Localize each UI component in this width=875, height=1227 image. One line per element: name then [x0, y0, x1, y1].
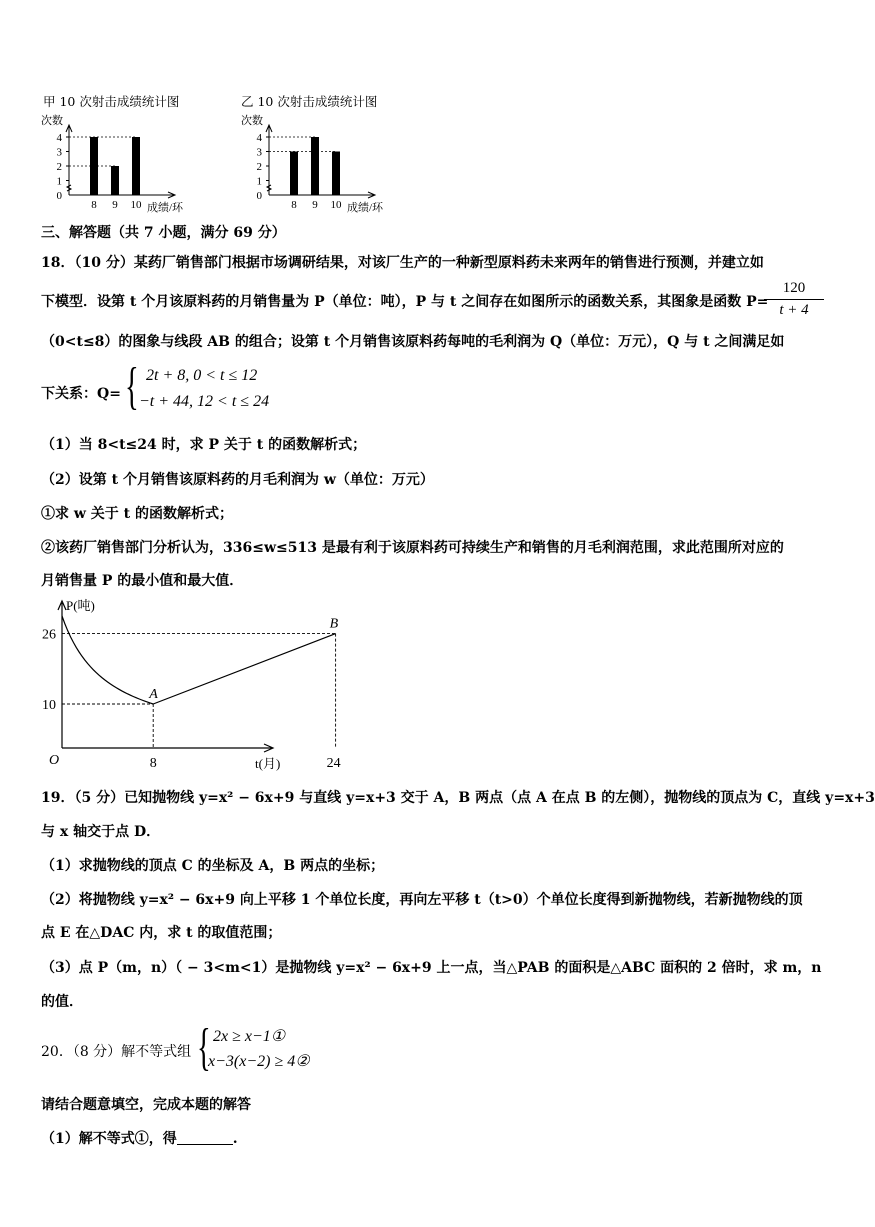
q18-line4: 下关系：Q= [41, 386, 121, 402]
q19-sub2-line1: （2）将抛物线 y=x² − 6x+9 向上平移 1 个单位长度，再向左平移 t（t>0）个单位长度得到新抛物线，若新抛物线的顶 [41, 892, 803, 908]
bar [311, 137, 319, 195]
segment-ab [153, 634, 335, 704]
cases-brace: { [125, 358, 139, 415]
q19-sub3-line2: 的值． [41, 994, 83, 1010]
bar [290, 152, 298, 196]
q18-sub2a: ①求 w 关于 t 的函数解析式； [41, 506, 234, 522]
q18-line2: 下模型．设第 t 个月该原料药的月销售量为 P（单位：吨），P 与 t 之间存在如图所示的函数关系，其图象是函数 P= [41, 294, 769, 310]
q18-sub2: （2）设第 t 个月销售该原料药的月毛利润为 w（单位：万元） [41, 472, 434, 488]
q18-line3: （0<t≤8）的图象与线段 AB 的组合；设第 t 个月销售该原料药每吨的毛利润为 Q（单位：万元），Q 与 t 之间满足如 [41, 334, 785, 350]
y-mark-10: 10 [42, 698, 56, 713]
q20-sub1 [41, 1128, 238, 1148]
x-tick-label: 9 [312, 199, 318, 211]
jia-bar-chart [35, 112, 215, 212]
bar [132, 137, 140, 195]
x-axis-label: 成绩/环 [347, 202, 384, 214]
y-tick-label: 1 [56, 175, 62, 188]
fraction-numerator: 120 [764, 279, 824, 300]
y-tick-label: 1 [256, 175, 262, 188]
y-tick-label: 3 [256, 146, 262, 159]
answer-blank[interactable] [177, 1130, 233, 1145]
q20-brace: { [197, 1019, 211, 1076]
curve-segment [62, 616, 153, 704]
y-tick-label: 3 [56, 146, 62, 159]
x-mark-8: 8 [149, 756, 157, 771]
y-tick-label: 4 [56, 132, 62, 144]
yi-chart-title: 乙 10 次射击成绩统计图 [241, 94, 378, 109]
section-heading: 三、解答题（共 7 小题，满分 69 分） [41, 225, 286, 241]
q-case-2: −t + 44, 12 < t ≤ 24 [139, 393, 270, 410]
fraction-denominator: t + 4 [779, 302, 809, 318]
y-tick-label: 2 [56, 161, 62, 173]
axis-break [67, 185, 71, 191]
x-tick-label: 10 [330, 199, 342, 211]
y-tick-label: 0 [256, 190, 262, 202]
y-tick-label: 0 [56, 190, 62, 202]
p-axis-label: P(吨) [66, 598, 95, 613]
jia-chart-title: 甲 10 次射击成绩统计图 [43, 94, 180, 109]
q-case-1: 2t + 8, 0 < t ≤ 12 [146, 367, 258, 384]
q20-sub1-text: （1）解不等式①，得 [41, 1131, 177, 1147]
q19-sub3-line1: （3）点 P（m，n）（ − 3<m<1）是抛物线 y=x² − 6x+9 上一点，当△PAB 的面积是△ABC 面积的 2 倍时，求 m，n [41, 960, 822, 976]
y-tick-label: 4 [256, 132, 262, 144]
x-tick-label: 8 [91, 199, 97, 211]
y-tick-label: 2 [256, 161, 262, 173]
q20-prompt: 请结合题意填空，完成本题的解答 [41, 1097, 251, 1113]
q20-prefix: 20．（8 分）解不等式组 [41, 1044, 192, 1060]
yi-bar-chart [235, 112, 415, 212]
p-t-graph [35, 593, 341, 778]
point-label-b: B [329, 616, 339, 632]
x-tick-label: 8 [291, 199, 297, 211]
q20-sub1-suffix: . [232, 1131, 238, 1147]
q18-sub2b-line1: ②该药厂销售部门分析认为，336≤w≤513 是最有利于该原料药可持续生产和销售的月毛利润范围，求此范围所对应的 [41, 540, 784, 556]
bar [111, 166, 119, 195]
q18-sub2b-line2: 月销售量 P 的最小值和最大值． [41, 573, 244, 589]
q20-inequality-1: 2x ≥ x−1① [213, 1028, 286, 1045]
y-axis-label: 次数 [41, 115, 63, 127]
x-tick-label: 10 [130, 199, 142, 211]
x-axis-label: 成绩/环 [147, 202, 184, 214]
y-axis-label: 次数 [241, 115, 263, 127]
x-mark-24: 24 [326, 756, 341, 771]
q19-sub1: （1）求抛物线的顶点 C 的坐标及 A，B 两点的坐标； [41, 858, 385, 874]
bar [332, 152, 340, 196]
axis-break [267, 185, 271, 191]
q19-line1: 19．（5 分）已知抛物线 y=x² − 6x+9 与直线 y=x+3 交于 A，B 两点（点 A 在点 B 的左侧），抛物线的顶点为 C，直线 y=x+3 [41, 790, 875, 806]
x-tick-label: 9 [112, 199, 118, 211]
q18-sub1: （1）当 8<t≤24 时，求 P 关于 t 的函数解析式； [41, 437, 367, 453]
q20-inequality-2: x−3(x−2) ≥ 4② [208, 1053, 310, 1070]
origin-label: O [49, 753, 60, 768]
bar [90, 137, 98, 195]
q19-line2: 与 x 轴交于点 D． [41, 824, 161, 840]
y-mark-26: 26 [42, 627, 56, 643]
q18-fraction [764, 279, 824, 320]
q18-line1: 18．（10 分）某药厂销售部门根据市场调研结果，对该厂生产的一种新型原料药未来两年的销售进行预测，并建立如 [41, 255, 764, 271]
point-label-a: A [149, 687, 158, 702]
q19-sub2-line2: 点 E 在△DAC 内，求 t 的取值范围； [41, 925, 282, 941]
t-axis-label: t(月) [255, 756, 281, 771]
